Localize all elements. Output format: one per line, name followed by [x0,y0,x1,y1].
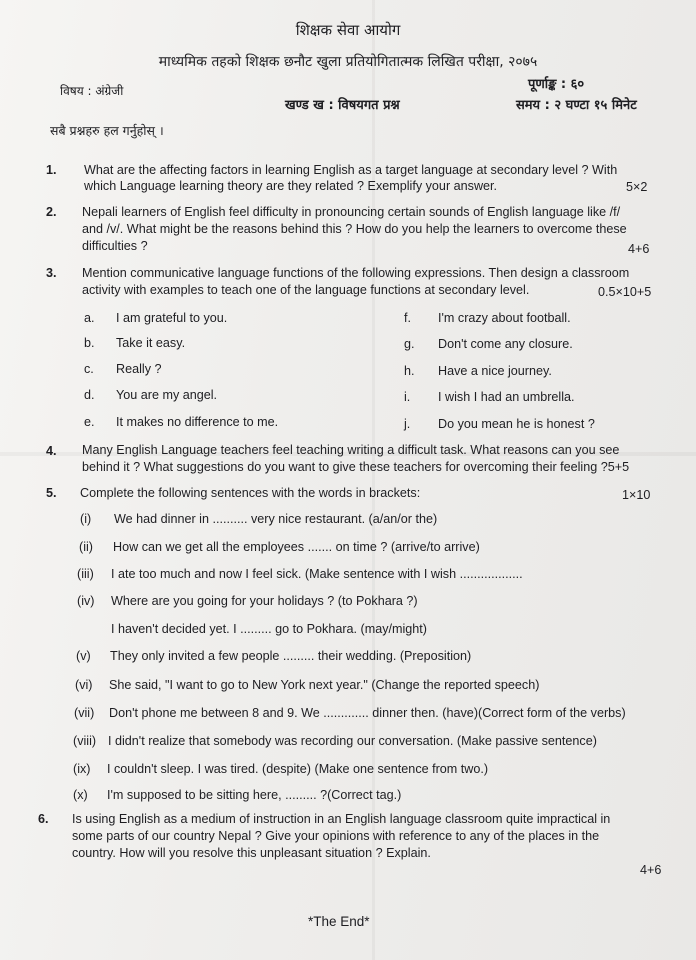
item-text: I couldn't sleep. I was tired. (despite) (Make one sentence from two.) [107,762,489,776]
item-label: c. [84,362,94,376]
item-label: b. [84,336,95,350]
question-marks: 4+6 [640,863,662,877]
question-text: Is using English as a medium of instruction in an English language classroom quite impractical in [72,812,611,826]
item-label: g. [404,337,415,351]
commission-title: शिक्षक सेवा आयोग [295,21,401,39]
item-text: I haven't decided yet. I ......... go to Pokhara. (may/might) [111,622,427,636]
question-text: Many English Language teachers feel teaching writing a difficult task. What reasons can you see [82,443,620,457]
question-text: difficulties ? [82,239,148,253]
item-label: h. [404,364,415,378]
question-text: What are the affecting factors in learning English as a target language at secondary level ? With [84,163,618,177]
item-text: Don't phone me between 8 and 9. We ............. dinner then. (have)(Correct form of the verbs) [109,706,626,720]
section-title: खण्ड ख : विषयगत प्रश्न [285,98,400,113]
question-text: Nepali learners of English feel difficulty in pronouncing certain sounds of English language like /f/ [82,205,621,219]
instruction: सबै प्रश्नहरु हल गर्नुहोस् । [50,123,164,138]
item-text: I am grateful to you. [116,311,228,325]
question-text: which Language learning theory are they related ? Exemplify your answer. [84,179,498,193]
item-text: It makes no difference to me. [116,415,279,429]
item-text: I'm crazy about football. [438,311,571,325]
question-number: 5. [46,486,57,500]
item-text: Really ? [116,362,162,376]
item-label: (viii) [73,734,97,748]
item-text: How can we get all the employees ....... on time ? (arrive/to arrive) [113,540,480,554]
item-text: Don't come any closure. [438,337,573,351]
question-number: 2. [46,205,57,219]
item-label: (v) [76,649,91,663]
item-label: (iii) [77,567,94,581]
item-label: j. [404,417,411,431]
question-text: Mention communicative language functions of the following expressions. Then design a classroom [82,266,630,280]
question-marks: 0.5×10+5 [598,285,652,299]
question-number: 6. [38,812,49,826]
item-text: She said, "I want to go to New York next year." (Change the reported speech) [109,678,540,692]
item-label: d. [84,388,95,402]
item-label: i. [404,390,411,404]
item-text: We had dinner in .......... very nice restaurant. (a/an/or the) [114,512,438,526]
item-text: They only invited a few people ......... their wedding. (Preposition) [110,649,472,663]
item-text: Take it easy. [116,336,186,350]
question-text: Complete the following sentences with the words in brackets: [80,486,421,500]
question-text: some parts of our country Nepal ? Give your opinions with reference to any of the places in the [72,829,600,843]
item-text: Where are you going for your holidays ? (to Pokhara ?) [111,594,418,608]
question-marks: 5×2 [626,180,648,194]
question-text: country. How will you resolve this unpleasant situation ? Explain. [72,846,431,860]
end-marker: *The End* [308,914,370,929]
item-label: (vi) [75,678,93,692]
item-text: I'm supposed to be sitting here, ......... ?(Correct tag.) [107,788,402,802]
question-text: and /v/. What might be the reasons behind this ? How do you help the learners to overcome these [82,222,627,236]
item-label: (vii) [74,706,95,720]
subject-label: विषय : अंग्रेजी [60,84,124,98]
question-number: 1. [46,163,57,177]
item-label: e. [84,415,95,429]
question-text: behind it ? What suggestions do you want to give these teachers for overcoming their feeling ?5+5 [82,460,630,474]
item-text: I wish I had an umbrella. [438,390,575,404]
question-number: 3. [46,266,57,280]
item-label: (ix) [73,762,91,776]
item-label: a. [84,311,95,325]
item-label: (i) [80,512,92,526]
question-text: activity with examples to teach one of the language functions at secondary level. [82,283,530,297]
item-text: I didn't realize that somebody was recording our conversation. (Make passive sentence) [108,734,597,748]
item-text: I ate too much and now I feel sick. (Make sentence with I wish .................. [111,567,523,581]
question-number: 4. [46,444,57,458]
question-marks: 4+6 [628,242,650,256]
item-text: Do you mean he is honest ? [438,417,595,431]
question-marks: 1×10 [622,488,651,502]
time-allowed: समय : २ घण्टा १५ मिनेट [516,98,637,113]
exam-title: माध्यमिक तहको शिक्षक छनौट खुला प्रतियोगितात्मक लिखित परीक्षा, २०७५ [158,54,538,70]
item-label: (ii) [79,540,93,554]
item-label: (x) [73,788,88,802]
full-marks: पूर्णाङ्क : ६० [528,77,585,92]
item-text: You are my angel. [116,388,218,402]
item-text: Have a nice journey. [438,364,552,378]
item-label: f. [404,311,411,325]
item-label: (iv) [77,594,95,608]
